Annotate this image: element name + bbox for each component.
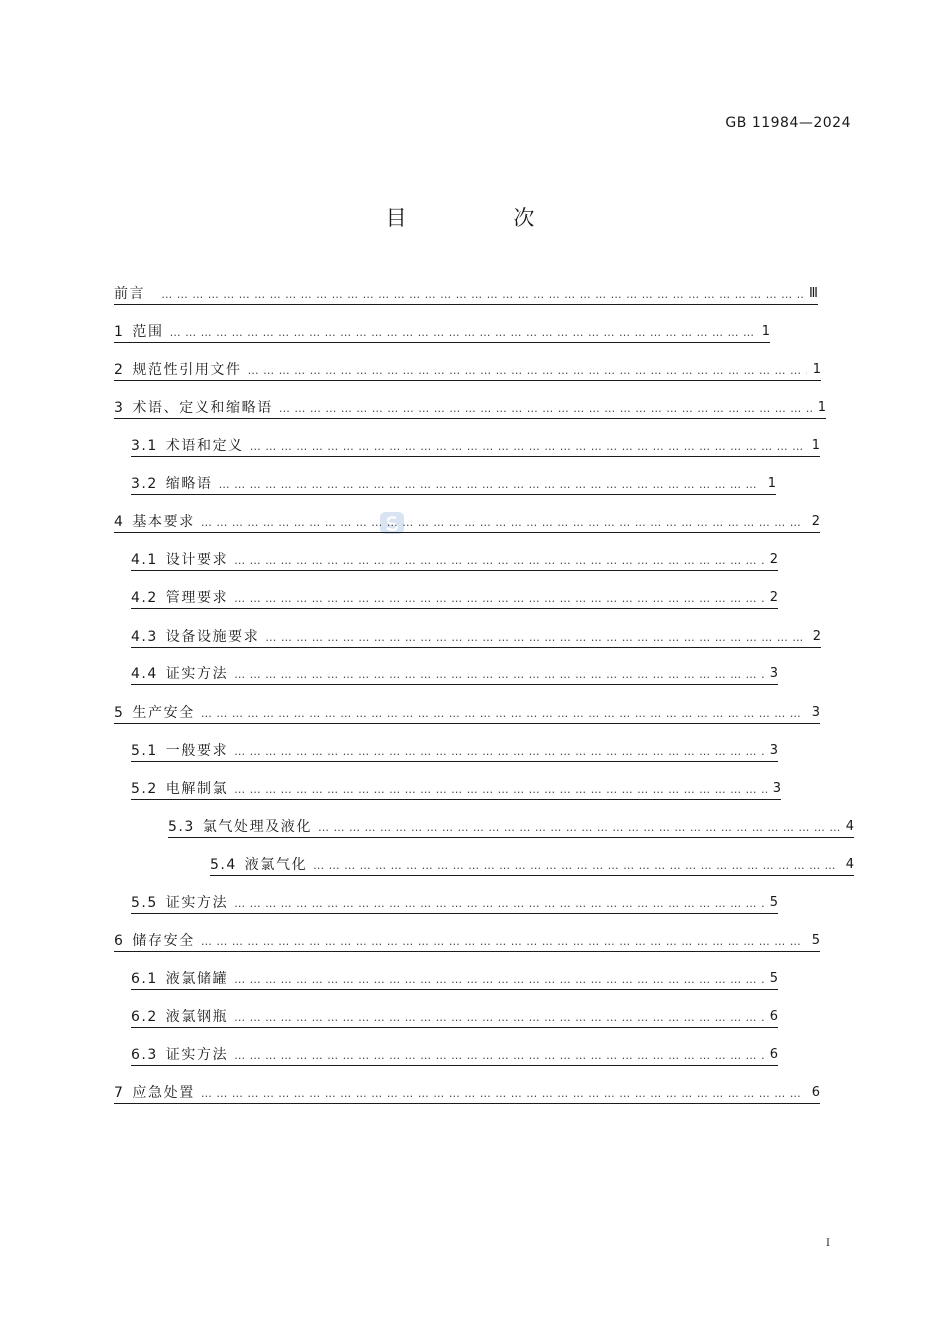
toc-entry-1[interactable]	[114, 322, 770, 343]
toc-entry-5-2[interactable]	[131, 779, 781, 800]
doc-code: GB 11984—2024	[725, 115, 851, 131]
toc-entry-number: 5.1	[131, 743, 158, 759]
toc-entry-7[interactable]	[114, 1083, 820, 1104]
toc-entry-page: 1	[817, 400, 826, 415]
toc-entry-3[interactable]	[114, 398, 826, 419]
toc-entry-page: 1	[812, 362, 821, 377]
toc-entry-number: 7	[114, 1085, 125, 1101]
toc-entry-label: 液氯储罐	[165, 971, 229, 987]
toc-dot-leader	[234, 590, 764, 608]
toc-entry-label: 缩略语	[165, 476, 213, 492]
toc-entry-number: 5.2	[131, 781, 158, 797]
toc-dot-leader	[234, 971, 764, 989]
toc-entry-number: 3.2	[131, 476, 158, 492]
toc-entry-foreword[interactable]	[114, 284, 818, 305]
toc-entry-number: 5	[114, 705, 125, 721]
toc-entry-label: 一般要求	[165, 743, 229, 759]
toc-dot-leader	[265, 629, 806, 647]
toc-entry-label: 前言	[114, 286, 146, 302]
toc-entry-5[interactable]	[114, 703, 820, 724]
toc-entry-number: 1	[114, 324, 125, 340]
toc-entry-page: 6	[769, 1009, 778, 1024]
toc-entry-page: 3	[811, 705, 820, 720]
toc-entry-number: 5.5	[131, 895, 158, 911]
toc-entry-number: 4.1	[131, 552, 158, 568]
toc-entry-page: 4	[845, 857, 854, 872]
toc-dot-leader	[234, 666, 764, 684]
toc-entry-4-2[interactable]	[131, 588, 778, 609]
toc-entry-label: 术语、定义和缩略语	[132, 400, 273, 416]
toc-entry-5-1[interactable]	[131, 741, 778, 762]
toc-entry-number: 5.3	[168, 819, 195, 835]
toc-entry-2[interactable]	[114, 360, 821, 381]
toc-entry-number: 6.3	[131, 1047, 158, 1063]
toc-dot-leader	[234, 781, 767, 799]
toc-entry-label: 规范性引用文件	[132, 362, 242, 378]
toc-entry-label: 设计要求	[165, 552, 229, 568]
toc-dot-leader	[234, 895, 764, 913]
toc-entry-label: 证实方法	[165, 895, 229, 911]
toc-entry-page: 3	[769, 666, 778, 681]
toc-entry-page: 5	[811, 933, 820, 948]
toc-entry-label: 应急处置	[132, 1085, 195, 1101]
toc-entry-label: 管理要求	[165, 590, 229, 606]
toc-entry-label: 电解制氯	[165, 781, 229, 797]
toc-entry-number: 6	[114, 933, 125, 949]
toc-entry-number: 6.2	[131, 1009, 158, 1025]
toc-entry-label: 氯气处理及液化	[202, 819, 312, 835]
toc-dot-leader	[201, 1085, 806, 1103]
toc-entry-label: 生产安全	[132, 705, 195, 721]
toc-entry-page: 1	[811, 438, 820, 453]
toc-entry-page: 2	[812, 629, 821, 644]
toc-entry-label: 设备设施要求	[165, 629, 260, 645]
toc-dot-leader	[234, 1047, 764, 1065]
toc-entry-label: 术语和定义	[165, 438, 244, 454]
toc-entry-page: 2	[811, 514, 820, 529]
toc-entry-label: 液氯气化	[244, 857, 308, 873]
toc-entry-label: 基本要求	[132, 514, 195, 530]
toc-entry-label: 范围	[132, 324, 164, 340]
toc-entry-4-1[interactable]	[131, 550, 778, 571]
toc-dot-leader	[234, 1009, 764, 1027]
toc-entry-page: 4	[845, 819, 854, 834]
toc-entry-label: 证实方法	[165, 1047, 229, 1063]
toc-dot-leader	[248, 362, 807, 380]
toc-dot-leader	[234, 743, 764, 761]
toc-entry-number: 3.1	[131, 438, 158, 454]
toc-entry-number: 4.4	[131, 666, 158, 682]
toc-dot-leader	[250, 438, 806, 456]
toc-entry-6-1[interactable]	[131, 969, 778, 990]
toc-entry-page: 1	[767, 476, 776, 491]
toc-entry-label: 液氯钢瓶	[165, 1009, 229, 1025]
toc-dot-leader	[318, 819, 840, 837]
toc-dot-leader	[201, 514, 806, 532]
toc-entry-number: 2	[114, 362, 125, 378]
toc-dot-leader	[234, 552, 764, 570]
toc-entry-page: 3	[769, 743, 778, 758]
toc-dot-leader	[201, 705, 806, 723]
toc-entry-5-5[interactable]	[131, 893, 778, 914]
toc-entry-5-4[interactable]	[210, 855, 854, 876]
toc-dot-leader	[219, 476, 762, 494]
toc-entry-page: 2	[769, 590, 778, 605]
toc-entry-page: 5	[769, 895, 778, 910]
toc-dot-leader	[161, 286, 803, 304]
toc-entry-page: 6	[811, 1085, 820, 1100]
toc-entry-label: 储存安全	[132, 933, 195, 949]
toc-entry-number: 3	[114, 400, 125, 416]
toc-entry-number: 6.1	[131, 971, 158, 987]
toc-entry-4-3[interactable]	[131, 627, 821, 648]
toc-entry-label: 证实方法	[165, 666, 229, 682]
toc-entry-6-3[interactable]	[131, 1045, 778, 1066]
toc-dot-leader	[279, 400, 812, 418]
toc-dot-leader	[201, 933, 806, 951]
toc-entry-number: 4.3	[131, 629, 158, 645]
toc-entry-3-2[interactable]	[131, 474, 776, 495]
toc-entry-page: Ⅲ	[809, 286, 818, 301]
toc-entry-3-1[interactable]	[131, 436, 820, 457]
toc-entry-5-3[interactable]	[168, 817, 854, 838]
toc-entry-6[interactable]	[114, 931, 820, 952]
toc-dot-leader	[170, 324, 756, 342]
toc-title: 目 次	[385, 206, 585, 230]
toc-dot-leader	[313, 857, 840, 875]
toc-entry-number: 5.4	[210, 857, 237, 873]
toc-entry-number: 4	[114, 514, 125, 530]
toc-entry-4[interactable]	[114, 512, 820, 533]
toc-entry-number: 4.2	[131, 590, 158, 606]
toc-entry-page: 6	[769, 1047, 778, 1062]
toc-entry-page: 3	[772, 781, 781, 796]
toc-entry-6-2[interactable]	[131, 1007, 778, 1028]
toc-entry-page: 1	[761, 324, 770, 339]
toc-entry-4-4[interactable]	[131, 664, 778, 685]
toc-entry-page: 5	[769, 971, 778, 986]
toc-entry-page: 2	[769, 552, 778, 567]
page-number: I	[826, 1238, 830, 1249]
